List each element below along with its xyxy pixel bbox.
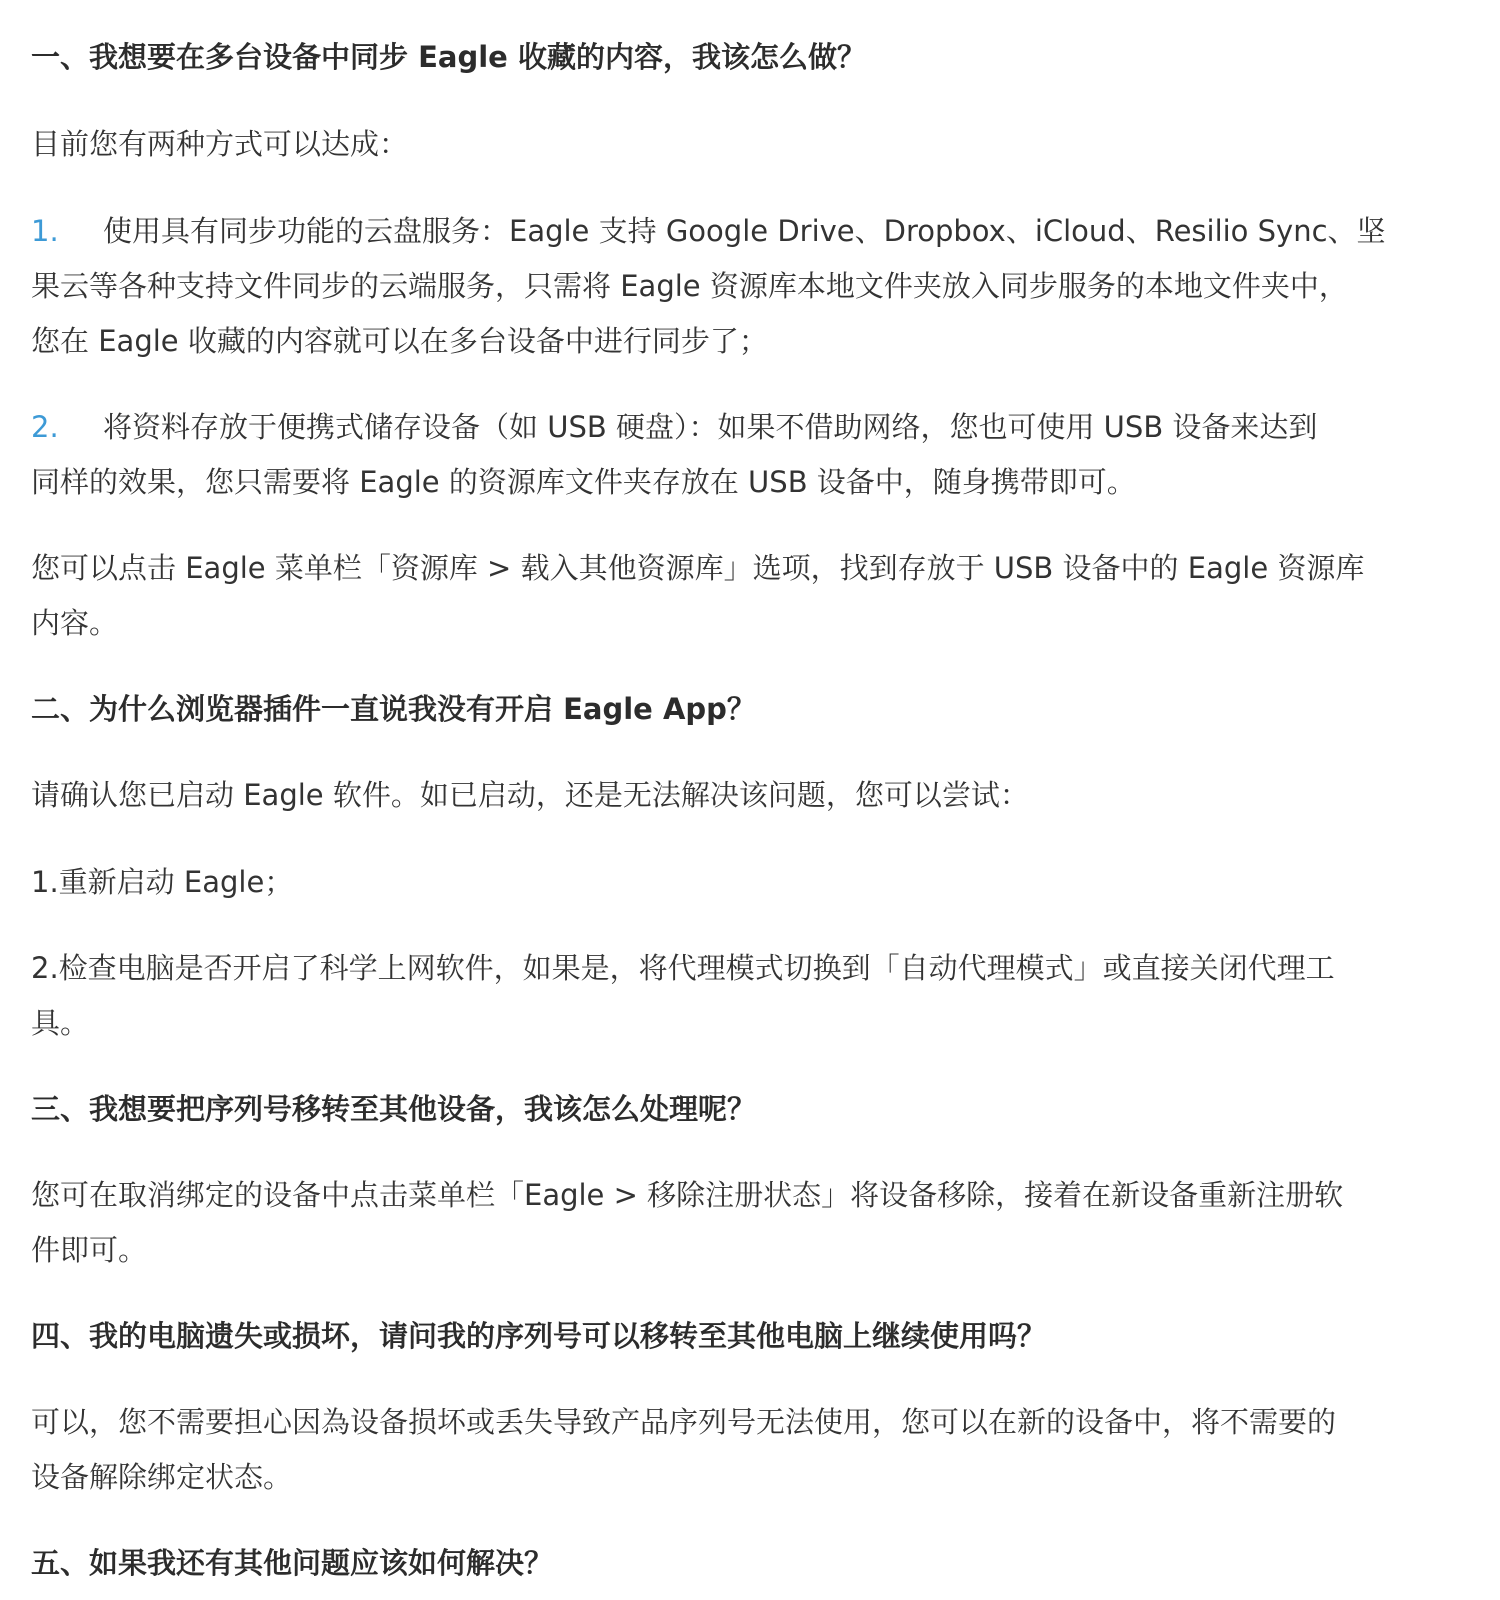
section-1-item-1-line-2: 果云等各种支持文件同步的云端服务，只需将 Eagle 资源库本地文件夹放入同步服务的本地文件夹中， bbox=[31, 269, 1348, 303]
list-number: 2. bbox=[31, 410, 59, 444]
list-text: 将资料存放于便携式储存设备（如 USB 硬盘）：如果不借助网络，您也可使用 USB 设备来达到 bbox=[103, 410, 1318, 444]
section-2-step-2-line-2: 具。 bbox=[31, 1006, 90, 1040]
section-1-heading: 一、我想要在多台设备中同步 Eagle 收藏的内容，我该怎么做？ bbox=[31, 40, 866, 74]
section-3-body-line-1: 您可在取消绑定的设备中点击菜单栏「Eagle > 移除注册状态」将设备移除，接着在新设备重新注册软 bbox=[31, 1178, 1344, 1212]
section-1-item-1-line-3: 您在 Eagle 收藏的内容就可以在多台设备中进行同步了； bbox=[31, 324, 768, 358]
section-1-note-line-2: 内容。 bbox=[31, 606, 119, 640]
section-2-intro: 请确认您已启动 Eagle 软件。如已启动，还是无法解决该问题，您可以尝试： bbox=[31, 778, 1029, 812]
section-3-body-line-2: 件即可。 bbox=[31, 1233, 148, 1267]
section-4-body-line-2: 设备解除绑定状态。 bbox=[31, 1460, 293, 1494]
section-1-item-2-line-1 bbox=[31, 407, 1317, 447]
section-2-step-2-line-1: 2.检查电脑是否开启了科学上网软件，如果是，将代理模式切换到「自动代理模式」或直接关闭代理工 bbox=[31, 951, 1335, 985]
section-2-heading: 二、为什么浏览器插件一直说我没有开启 Eagle App？ bbox=[31, 692, 756, 726]
list-text: 使用具有同步功能的云盘服务：Eagle 支持 Google Drive、Dropbox、iCloud、Resilio Sync、坚 bbox=[103, 214, 1386, 248]
section-3-heading: 三、我想要把序列号移转至其他设备，我该怎么处理呢？ bbox=[31, 1092, 757, 1126]
section-4-heading: 四、我的电脑遗失或损坏，请问我的序列号可以移转至其他电脑上继续使用吗？ bbox=[31, 1319, 1047, 1353]
section-5-heading: 五、如果我还有其他问题应该如何解决？ bbox=[31, 1546, 554, 1580]
list-number: 1. bbox=[31, 214, 59, 248]
section-4-body-line-1: 可以，您不需要担心因為设备损坏或丢失导致产品序列号无法使用，您可以在新的设备中，将不需要的 bbox=[31, 1405, 1337, 1439]
section-1-item-2-line-2: 同样的效果，您只需要将 Eagle 的资源库文件夹存放在 USB 设备中，随身携带即可。 bbox=[31, 465, 1136, 499]
section-1-intro: 目前您有两种方式可以达成： bbox=[31, 127, 409, 161]
section-1-note-line-1: 您可以点击 Eagle 菜单栏「资源库 > 载入其他资源库」选项，找到存放于 USB 设备中的 Eagle 资源库 bbox=[31, 551, 1365, 585]
section-2-step-1: 1.重新启动 Eagle； bbox=[31, 865, 294, 899]
section-1-item-1-line-1 bbox=[31, 211, 1386, 251]
